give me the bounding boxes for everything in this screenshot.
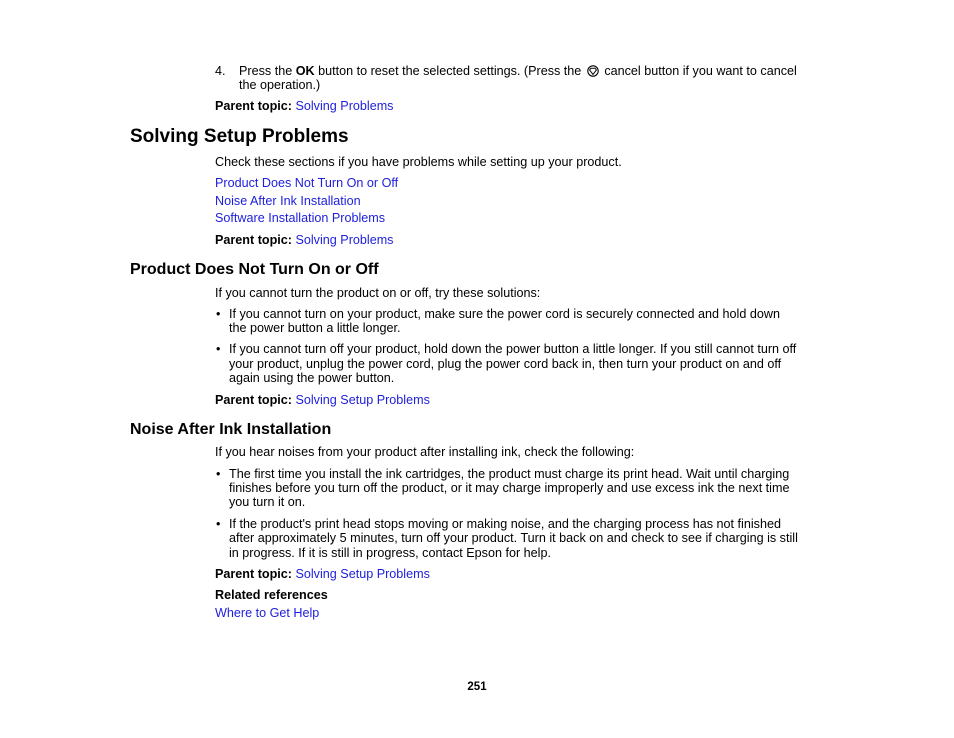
- bullet-marker: •: [216, 517, 221, 531]
- ok-button-label: OK: [295, 64, 315, 78]
- noise-bullet-2-line-2: after approximately 5 minutes, turn off your product. Turn it back on and check to see if charging is still: [229, 531, 798, 545]
- step-4-line-2: the operation.): [239, 78, 321, 92]
- noise-bullet-1-line-2: finishes before you turn off the product, or it may charge improperly and use excess ink the next time: [229, 481, 790, 495]
- cancel-stop-icon: [587, 65, 599, 81]
- step-4-number: 4.: [215, 64, 226, 78]
- setup-intro: Check these sections if you have problems while setting up your product.: [215, 155, 622, 169]
- power-bullet-2-line-3: again using the power button.: [229, 371, 395, 385]
- bullet-marker: •: [216, 342, 221, 356]
- heading-solving-setup-problems: Solving Setup Problems: [130, 126, 349, 147]
- power-bullet-2-line-1: If you cannot turn off your product, hold down the power button a little longer. If you still cannot turn off: [229, 342, 797, 356]
- power-bullet-1-line-1: If you cannot turn on your product, make sure the power cord is securely connected and hold down: [229, 307, 780, 321]
- step-4-text-a: Press the: [239, 64, 296, 78]
- step-4-text-b: button to reset the selected settings. (Press the: [314, 64, 582, 78]
- parent-topic-label: Parent topic:: [215, 393, 292, 407]
- bullet-marker: •: [216, 467, 221, 481]
- parent-topic-3: [215, 393, 430, 408]
- parent-topic-4: [215, 567, 430, 582]
- link-noise-after-ink[interactable]: Noise After Ink Installation: [215, 194, 361, 208]
- parent-topic-link-solving-problems[interactable]: Solving Problems: [295, 99, 394, 113]
- related-references-label: Related references: [215, 588, 328, 602]
- parent-topic-link-solving-setup-problems[interactable]: Solving Setup Problems: [295, 567, 430, 581]
- heading-product-does-not-turn-on: Product Does Not Turn On or Off: [130, 261, 379, 278]
- parent-topic-link-solving-problems[interactable]: Solving Problems: [295, 233, 394, 247]
- power-intro: If you cannot turn the product on or off, try these solutions:: [215, 286, 541, 300]
- parent-topic-link-solving-setup-problems[interactable]: Solving Setup Problems: [295, 393, 430, 407]
- link-software-installation[interactable]: Software Installation Problems: [215, 211, 386, 225]
- power-bullet-1-line-2: the power button a little longer.: [229, 321, 401, 335]
- noise-bullet-1-line-1: The first time you install the ink cartridges, the product must charge its print head. Wait until charging: [229, 467, 790, 481]
- noise-intro: If you hear noises from your product after installing ink, check the following:: [215, 445, 635, 459]
- parent-topic-label: Parent topic:: [215, 233, 292, 247]
- bullet-marker: •: [216, 307, 221, 321]
- link-product-does-not-turn-on[interactable]: Product Does Not Turn On or Off: [215, 176, 399, 190]
- noise-bullet-1-line-3: you turn it on.: [229, 495, 306, 509]
- heading-noise-after-ink: Noise After Ink Installation: [130, 421, 332, 438]
- power-bullet-2-line-2: your product, unplug the power cord, plug the power cord back in, then turn your product on and off: [229, 357, 782, 371]
- parent-topic-label: Parent topic:: [215, 567, 292, 581]
- step-4-text-c: cancel button if you want to cancel: [604, 64, 797, 78]
- link-where-to-get-help[interactable]: Where to Get Help: [215, 606, 320, 620]
- parent-topic-label: Parent topic:: [215, 99, 292, 113]
- step-4-line-1: [239, 64, 797, 81]
- parent-topic-1: [215, 99, 393, 114]
- noise-bullet-2-line-3: in progress. If it is still in progress, contact Epson for help.: [229, 546, 551, 560]
- page-number: 251: [467, 681, 487, 693]
- parent-topic-2: [215, 233, 393, 248]
- noise-bullet-2-line-1: If the product's print head stops moving or making noise, and the charging process has not finished: [229, 517, 781, 531]
